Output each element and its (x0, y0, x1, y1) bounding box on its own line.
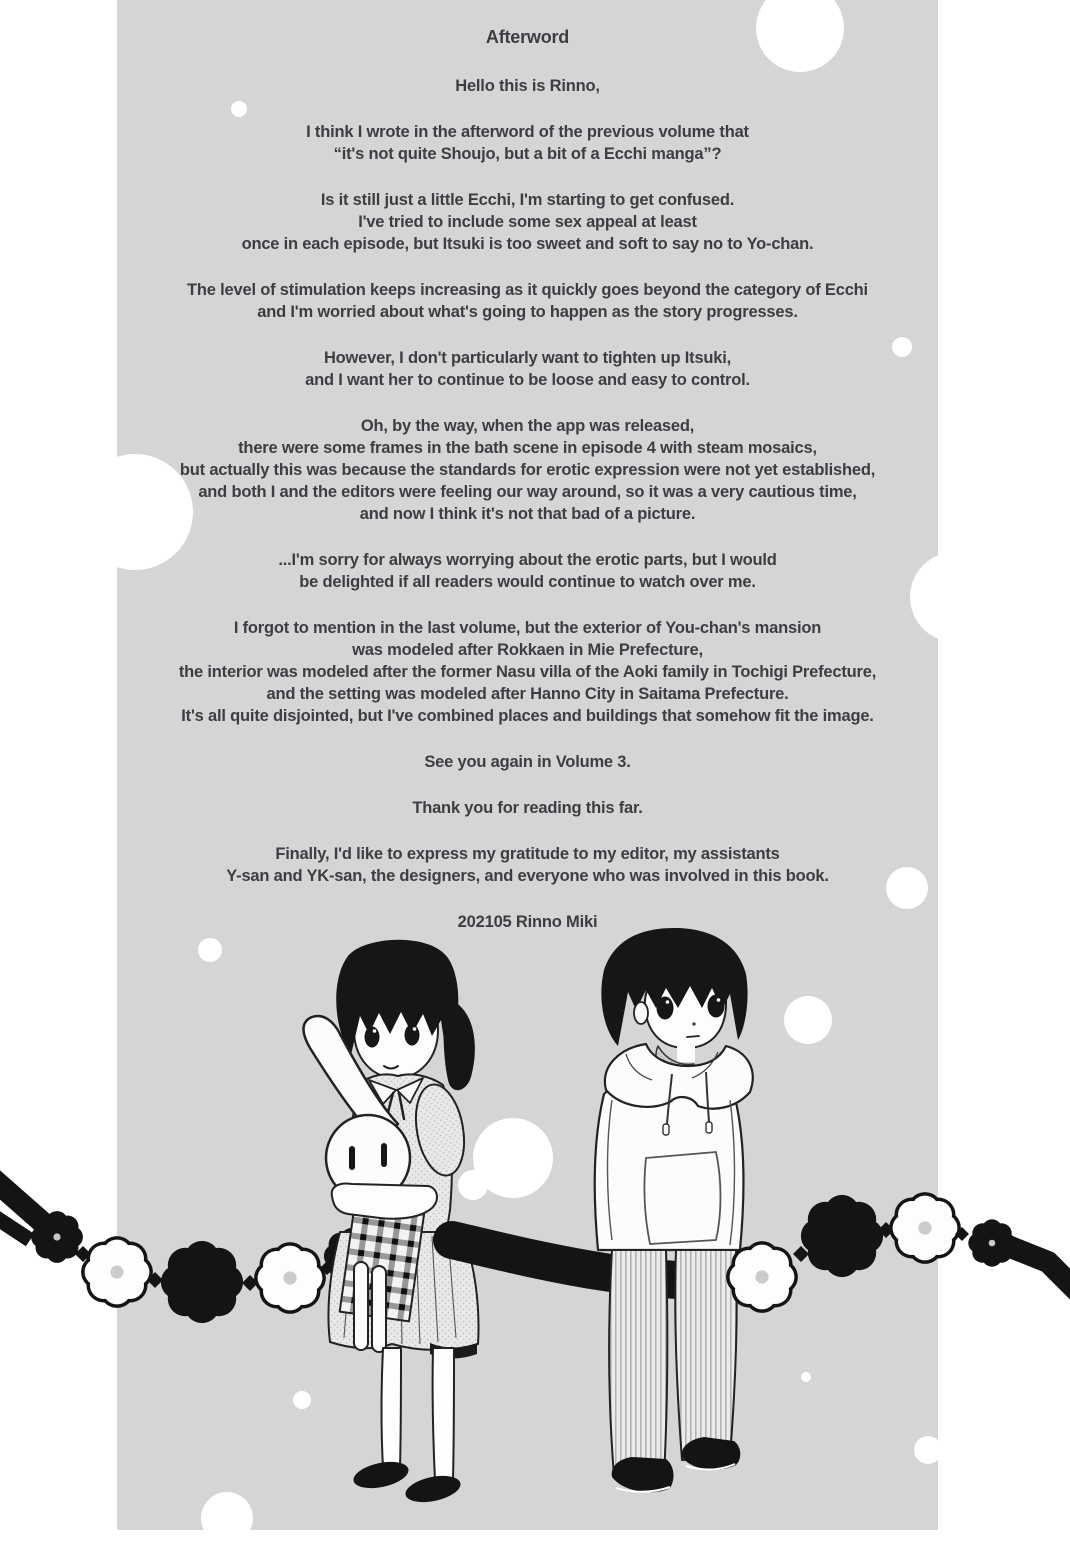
flower-chain-left (0, 1178, 380, 1323)
text-line: and I'm worried about what's going to happen as the story progresses. (257, 303, 798, 321)
paragraph (117, 415, 938, 525)
bunny-right-eye (381, 1143, 387, 1167)
text-line: However, I don't particularly want to tighten up Itsuki, (323, 349, 732, 367)
paragraph (117, 751, 938, 773)
afterword-text (117, 26, 938, 957)
page-title: Afterword (485, 27, 570, 47)
boy-left-shoe (612, 1457, 674, 1492)
text-line: ...I'm sorry for always worrying about the erotic parts, but I would (278, 551, 777, 569)
paragraph (117, 189, 938, 255)
black-flower (968, 1219, 1015, 1266)
white-flower (254, 1242, 326, 1314)
paragraph (117, 797, 938, 819)
flower-chain-right (726, 1192, 1070, 1313)
boy-in-hoodie (595, 928, 753, 1492)
text-line: and now I think it's not that bad of a picture. (359, 505, 696, 523)
text-line: once in each episode, but Itsuki is too sweet and soft to say no to Yo-chan. (241, 235, 814, 253)
paragraph (117, 617, 938, 727)
afterword-paragraphs (117, 75, 938, 887)
paragraph (117, 279, 938, 323)
text-line: I forgot to mention in the last volume, but the exterior of You-chan's mansion (233, 619, 822, 637)
bunny-foot (372, 1266, 386, 1352)
text-line: 202105 Rinno Miki (457, 913, 598, 931)
black-flower (801, 1195, 883, 1277)
text-line: and the setting was modeled after Hanno City in Saitama Prefecture. (266, 685, 789, 703)
boy-right-eye (708, 995, 725, 1018)
paragraph (117, 549, 938, 593)
boy-ear (634, 1002, 648, 1024)
signature-line (117, 911, 938, 933)
text-line: there were some frames in the bath scene in episode 4 with steam mosaics, (238, 439, 817, 457)
text-line: Y-san and YK-san, the designers, and everyone who was involved in this book. (226, 867, 829, 885)
white-flower (81, 1236, 153, 1308)
bunny-left-eye (349, 1146, 355, 1170)
paragraph (117, 121, 938, 165)
boy-left-pant (609, 1250, 667, 1476)
black-flower (161, 1241, 243, 1323)
text-line: The level of stimulation keeps increasing as it quickly goes beyond the category of Ecchi (187, 281, 868, 299)
text-line: It's all quite disjointed, but I've combined places and buildings that somehow fit the image. (181, 707, 874, 725)
text-line: was modeled after Rokkaen in Mie Prefecture, (352, 641, 703, 659)
white-flower (726, 1241, 798, 1313)
bunny-foot (354, 1262, 368, 1350)
text-line: the interior was modeled after the former Nasu villa of the Aoki family in Tochigi Prefecture, (178, 663, 877, 681)
girl-left-leg (382, 1348, 402, 1468)
boy-pocket (644, 1152, 720, 1244)
text-line: Hello this is Rinno, (455, 77, 600, 95)
paragraph (117, 843, 938, 887)
text-line: See you again in Volume 3. (424, 753, 631, 771)
text-line: Is it still just a little Ecchi, I'm starting to get confused. (320, 191, 735, 209)
boy-left-eye (657, 997, 674, 1020)
girl-right-leg (433, 1348, 454, 1480)
girl-left-eye (365, 1027, 380, 1048)
boy-mouth (687, 1036, 699, 1037)
text-line: be delighted if all readers would continue to watch over me. (299, 573, 756, 591)
text-line: and I want her to continue to be loose and easy to control. (305, 371, 750, 389)
text-line: I've tried to include some sex appeal at least (358, 213, 697, 231)
text-line: I think I wrote in the afterword of the previous volume that (306, 123, 749, 141)
text-line: “it's not quite Shoujo, but a bit of a Ecchi manga”? (333, 145, 722, 163)
text-line: Oh, by the way, when the app was released, (360, 417, 695, 435)
girl-left-shoe (351, 1457, 411, 1492)
boy-nose (692, 1022, 695, 1025)
paragraph (117, 347, 938, 391)
text-line: but actually this was because the standards for erotic expression were not yet established, (179, 461, 876, 479)
text-line: and both I and the editors were feeling our way around, so it was a very cautious time, (198, 483, 857, 501)
text-line: Finally, I'd like to express my gratitude to my editor, my assistants (275, 845, 780, 863)
girl-arm-hug (332, 1184, 437, 1219)
text-line: Thank you for reading this far. (412, 799, 643, 817)
black-flower (31, 1211, 83, 1263)
white-flower (889, 1192, 961, 1264)
girl-right-eye (405, 1025, 420, 1046)
paragraph (117, 75, 938, 97)
